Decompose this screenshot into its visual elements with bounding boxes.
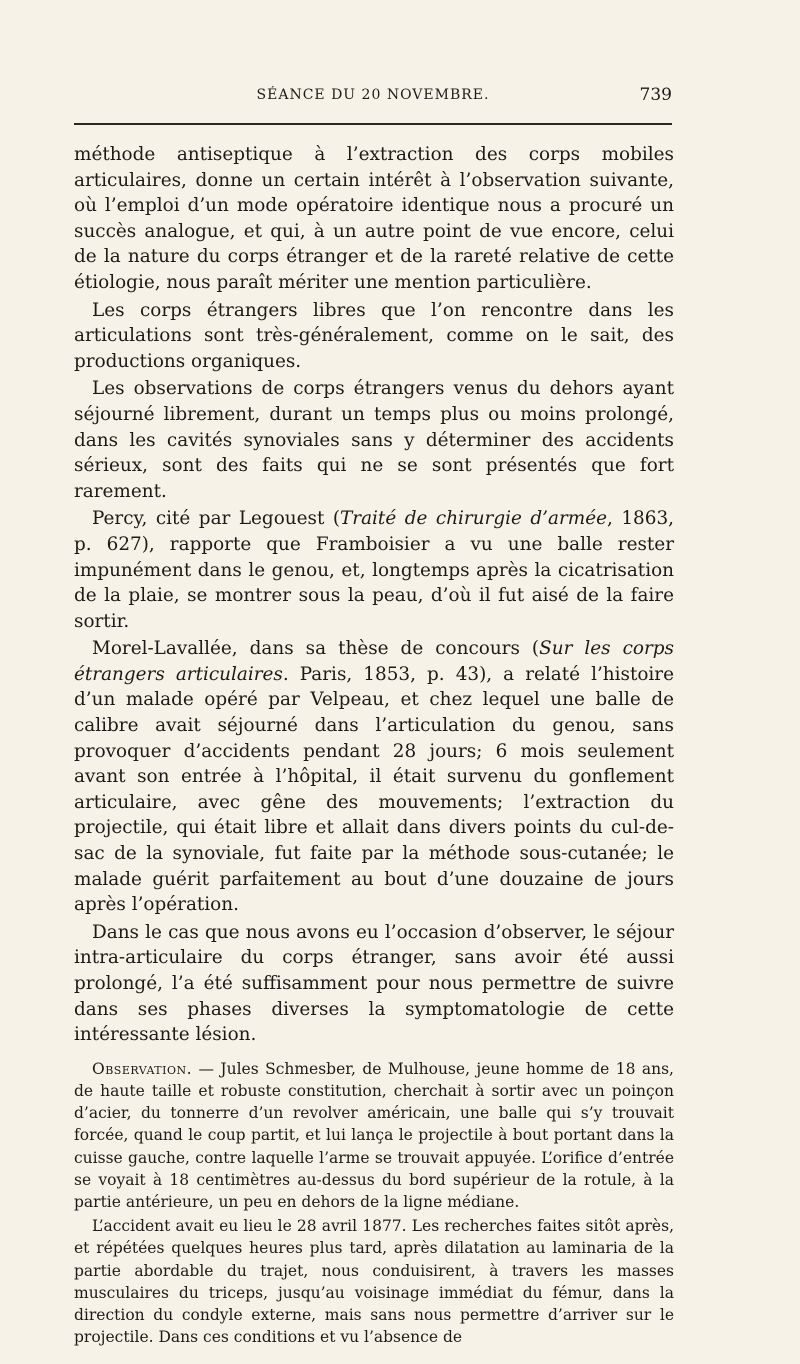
paragraph-4-end: , 1863, p. 627), rapporte que Framboisier a vu une balle rester impunément dans le genou, et, longtemps après la cicatrisation de la plaie, se montrer sous la peau, d’où il fut aisé de la faire sortir.: [74, 508, 674, 632]
paragraph-5-end: . Paris, 1853, p. 43), a relaté l’histoire d’un malade opéré par Velpeau, et chez lequel une balle de calibre avait séjourné dans l’articulation du genou, sans provoquer d’accidents pendant 28 jours; 6 mois seulement avant son entrée à l’hôpital, il était survenu du gonflement articulaire, avec gêne des mouvements; l’extraction du projectile, qui était libre et allait dans divers points du cul-de-sac de la synoviale, fut faite par la méthode sous-cutanée; le malade guérit parfaitement au bout d’une douzaine de jours après l’opération.: [74, 663, 674, 916]
paragraph-3: Les observations de corps étrangers venus du dehors ayant séjourné librement, durant un temps plus ou moins prolongé, dans les cavités synoviales sans y déterminer des accidents sérieux, sont des faits qui ne se sont présentés que fort rarement.: [74, 378, 674, 502]
observation-paragraph: [74, 1058, 674, 1213]
paragraph-2: Les corps étrangers libres que l’on rencontre dans les articulations sont très-généralement, comme on le sait, des productions organiques.: [74, 299, 674, 372]
running-title: SÉANCE DU 20 NOVEMBRE.: [256, 87, 490, 103]
paragraph-4: [74, 506, 674, 634]
body-text: [74, 142, 674, 1350]
section-gap: [74, 1050, 674, 1058]
observation-label: Observation.: [92, 1059, 193, 1078]
paragraph-4-start: Percy, cité par Legouest (: [92, 508, 341, 530]
page-header: [74, 87, 672, 113]
paragraph-5-start: Morel-Lavallée, dans sa thèse de concours (: [92, 638, 540, 660]
paragraph-6: Dans le cas que nous avons eu l’occasion d’observer, le séjour intra-articulaire du corps étranger, sans avoir été aussi prolongé, l’a été suffisamment pour nous permettre de suivre dans ses phases diverses la symptomatologie de cette intéressante lésion.: [74, 921, 674, 1046]
citation-title-legouest: Traité de chirurgie d’armée: [340, 508, 607, 530]
observation-text: — Jules Schmesber, de Mulhouse, jeune homme de 18 ans, de haute taille et robuste constitution, cherchait à sortir avec un poinçon d’acier, du tonnerre d’un revolver américain, une balle qui s’y trouvait forcée, quand le coup partit, et lui lança le projectile à bout portant dans la cuisse gauche, contre laquelle l’arme se trouvait appuyée. L’orifice d’entrée se voyait à 18 centimètres au-dessus du bord supérieur de la rotule, à la partie antérieure, un peu en dehors de la ligne médiane.: [74, 1059, 674, 1211]
paragraph-1: méthode antiseptique à l’extraction des corps mobiles articulaires, donne un certain intérêt à l’observation suivante, où l’emploi d’un mode opératoire identique nous a procuré un succès analogue, et qui, à un autre point de vue encore, celui de la nature du corps étranger et de la rareté relative de cette étiologie, nous paraît mériter une mention particulière.: [74, 144, 674, 293]
citation-title-morel: Sur les corps étrangers articulaires: [74, 638, 674, 685]
page-number: 739: [639, 85, 672, 105]
header-rule: [74, 123, 672, 125]
observation-continuation: L’accident avait eu lieu le 28 avril 1877. Les recherches faites sitôt après, et répétées quelques heures plus tard, après dilatation au laminaria de la partie abordable du trajet, nous conduisirent, à travers les masses musculaires du triceps, jusqu’au voisinage immédiat du fémur, dans la direction du condyle externe, mais sans nous permettre d’arriver sur le projectile. Dans ces conditions et vu l’absence de: [74, 1217, 674, 1347]
paragraph-5: [74, 636, 674, 918]
